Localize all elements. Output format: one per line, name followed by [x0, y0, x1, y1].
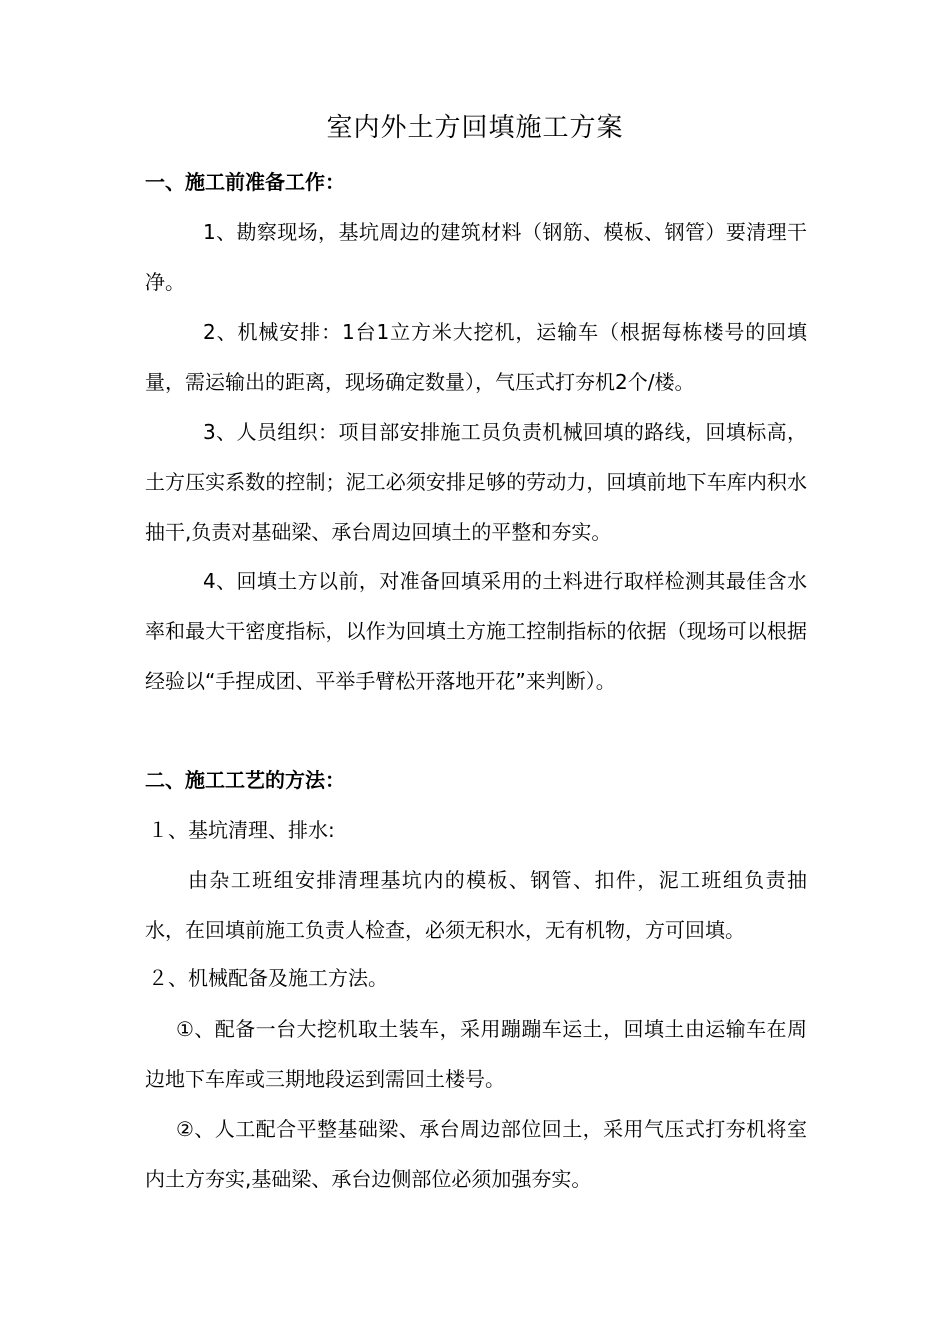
section-1-item-2: 2、机械安排：1台1立方米大挖机，运输车（根据每栋楼号的回填量，需运输出的距离，现场确定数量），气压式打夯机2个/楼。: [145, 320, 807, 394]
subsection-2-item-2: ②、人工配合平整基础梁、承台周边部位回土，采用气压式打夯机将室内土方夯实,基础梁、承台边侧部位必须加强夯实。: [145, 1117, 807, 1191]
document-title: 室内外土方回填施工方案: [326, 113, 624, 143]
subsection-2-item-1: ①、配备一台大挖机取土装车，采用蹦蹦车运土，回填土由运输车在周边地下车库或三期地段运到需回土楼号。: [145, 1017, 807, 1091]
subsection-1-heading: １、基坑清理、排水:: [148, 818, 335, 842]
subsection-2-heading: ２、机械配备及施工方法。: [148, 966, 388, 990]
section-1-item-3: 3、人员组织：项目部安排施工员负责机械回填的路线，回填标高，土方压实系数的控制；泥工必须安排足够的劳动力，回填前地下车库内积水抽干,负责对基础梁、承台周边回填土的平整和夯实。: [145, 420, 807, 544]
section-2-heading: 二、施工工艺的方法：: [145, 768, 345, 792]
section-1-heading: 一、施工前准备工作：: [145, 170, 345, 194]
subsection-1-text: 由杂工班组安排清理基坑内的模板、钢管、扣件，泥工班组负责抽水，在回填前施工负责人检查，必须无积水，无有机物，方可回填。: [145, 868, 807, 942]
section-1-item-4: 4、回填土方以前，对准备回填采用的土料进行取样检测其最佳含水率和最大干密度指标，以作为回填土方施工控制指标的依据（现场可以根据经验以“手捏成团、平举手臂松开落地开花”来判断）。: [145, 569, 807, 693]
section-1-item-1: 1、勘察现场，基坑周边的建筑材料（钢筋、模板、钢管）要清理干净。: [145, 220, 807, 294]
